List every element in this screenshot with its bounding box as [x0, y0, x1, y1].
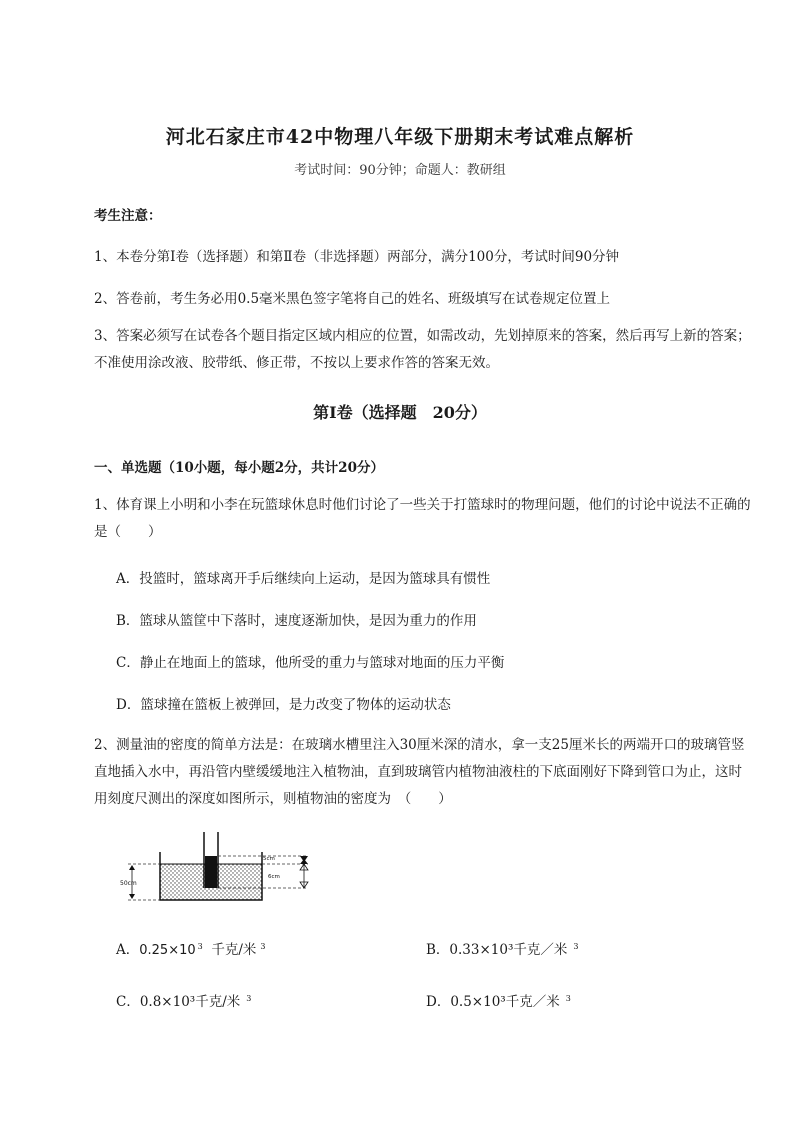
q2-option-c-text: C．0.8×10³千克/米 — [116, 994, 241, 1010]
notice-heading: 考生注意： — [94, 208, 162, 224]
q2-option-d-exponent: 3 — [565, 993, 571, 1003]
q2-option-d-text: D．0.5×10³千克／米 — [426, 994, 560, 1010]
q2-option-a-unit: 千克/米 — [211, 942, 257, 958]
q2-option-b-text: B．0.33×10³千克／米 — [426, 942, 568, 958]
notice-item-1: 1、本卷分第Ⅰ卷（选择题）和第Ⅱ卷（非选择题）两部分，满分100分，考试时间90分钟 — [94, 249, 620, 265]
q2-option-b[interactable] — [426, 938, 578, 958]
q2-option-a-unit-exponent: 3 — [260, 941, 266, 951]
notice-item-3: 3、答案必须写在试卷各个题目指定区域内相应的位置，如需改动，先划掉原来的答案，然后再写上新的答案；不准使用涂改液、胶带纸、修正带，不按以上要求作答的答案无效。 — [94, 328, 751, 371]
exam-info: 考试时间：90分钟；命题人：教研组 — [294, 163, 506, 178]
section-title: 第Ⅰ卷（选择题 20分） — [313, 403, 487, 422]
q2-option-b-exponent: 3 — [573, 941, 579, 951]
notice-item-2: 2、答卷前，考生务必用0.5毫米黑色签字笔将自己的姓名、班级填写在试卷规定位置上 — [94, 291, 611, 307]
question-1-stem: 1、体育课上小明和小李在玩篮球休息时他们讨论了一些关于打篮球时的物理问题，他们的讨论中说法不正确的是（ ） — [94, 497, 751, 540]
q2-option-a-exponent: 3 — [197, 941, 203, 951]
q1-option-d[interactable]: D．篮球撞在篮板上被弹回，是力改变了物体的运动状态 — [116, 697, 451, 713]
question-2-stem: 2、测量油的密度的简单方法是：在玻璃水槽里注入30厘米深的清水，拿一支25厘米长的两端开口的玻璃管竖直地插入水中，再沿管内壁缓缓地注入植物油，直到玻璃管内植物油液柱的下底面刚好下降到管口为止，这时用刻度尺测出的深度如图所示，则植物油的密度为 （ ） — [94, 737, 745, 807]
q1-option-a[interactable]: A．投篮时，篮球离开手后继续向上运动，是因为篮球具有惯性 — [116, 571, 491, 587]
oil-column — [205, 856, 217, 888]
label-6cm: 6cm — [268, 874, 280, 880]
part-heading: 一、单选题（10小题，每小题2分，共计20分） — [94, 460, 384, 476]
tank-diagram — [118, 830, 328, 906]
q2-option-a[interactable] — [116, 938, 265, 958]
q2-option-c[interactable] — [116, 990, 251, 1010]
label-50cm: 50cm — [120, 880, 137, 887]
page-title: 河北石家庄市42中物理八年级下册期末考试难点解析 — [165, 126, 635, 148]
q2-option-a-value: 0.25×10 — [139, 943, 196, 958]
q1-option-c[interactable]: C．静止在地面上的篮球，他所受的重力与篮球对地面的压力平衡 — [116, 655, 505, 671]
label-5cm: 5cm — [263, 856, 275, 862]
q1-option-b[interactable]: B．篮球从篮筐中下落时，速度逐渐加快，是因为重力的作用 — [116, 613, 477, 629]
q2-option-c-exponent: 3 — [246, 993, 252, 1003]
q2-option-a-prefix: A． — [116, 942, 140, 958]
q2-option-d[interactable] — [426, 990, 571, 1010]
